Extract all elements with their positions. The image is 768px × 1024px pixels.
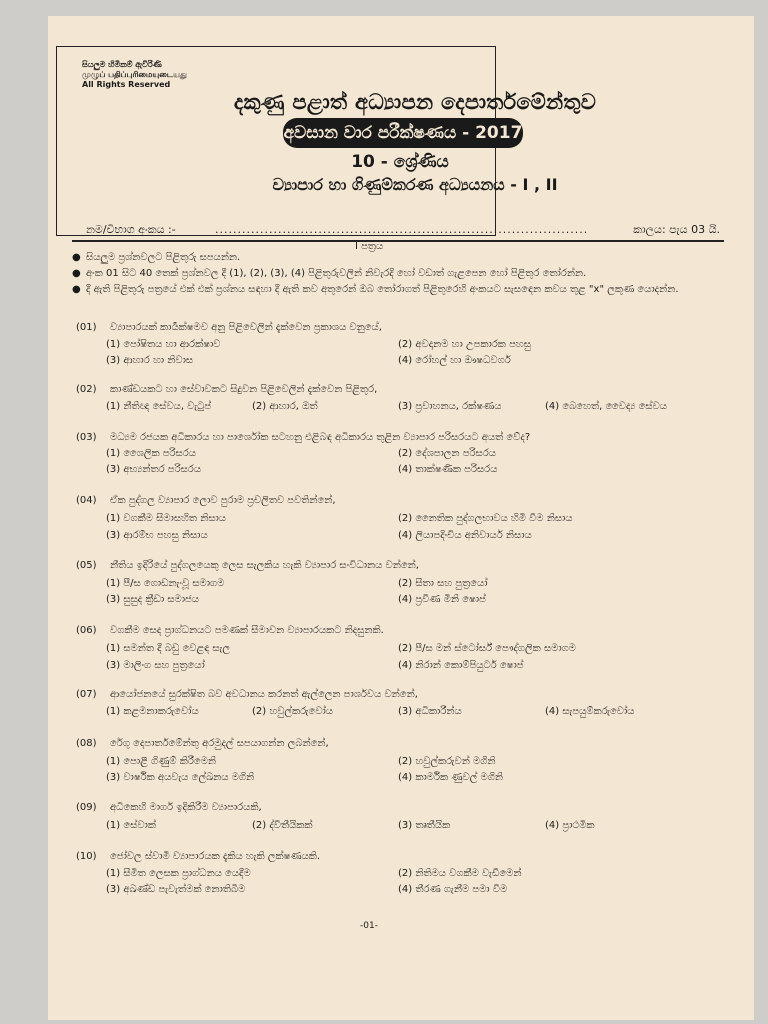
- name-label: නම/විභාග අංකය :-: [86, 223, 176, 236]
- question-text: රේගු දෙපාර්තමේන්තු අරමුදල් සපයාගන්න ලබන්නේ,: [110, 738, 329, 749]
- option-4: (4) ලියාපදිංචිය අනිවාර්ය නිසාය: [398, 530, 532, 541]
- option-1: (1) සීමිත ලෙසක ප්‍රාග්ධනය යෙදීම: [106, 868, 251, 879]
- option-3: (3) තෘතීයික: [398, 820, 451, 831]
- question-text: ඒක පුද්ගල ව්‍යාපාර ලොව පුරාම ප්‍රචලිතව පවතින්නේ,: [110, 495, 336, 506]
- option-4: (4) රෝහල් හා ඖෂධවර්ග: [398, 355, 511, 366]
- option-3: (3) ආරම්භ පහසු නිසාය: [106, 530, 208, 541]
- option-1: (1) ශෛලික පරිසරය: [106, 448, 196, 459]
- question-text: මධ්‍යම රජයක අධිකාරය හා පාර්ශෝක සටහනු එළිබඳ අධිකාරය තුළින ව්‍යාපාර පරිසරයට අයත් වේද?: [110, 432, 531, 443]
- part-label: I පත්‍රය: [355, 241, 384, 252]
- question-number: (01): [76, 322, 97, 333]
- option-1: (1) වගකීම සීමාසහිත නිසාය: [106, 513, 226, 524]
- instruction-item: [72, 283, 722, 297]
- question-text: ජෝවල ස්වාමී ව්‍යාපාරයක දැකිය හැකි ලක්ෂණයකි.: [110, 851, 321, 862]
- option-4: (4) තාක්ෂණික පරිසරය: [398, 464, 498, 475]
- option-4: (4) සැපයුම්කරුවෝය: [545, 706, 635, 717]
- option-2: (2) සීතා සහ පුත්‍රයෝ: [398, 578, 488, 589]
- question-number: (06): [76, 625, 97, 636]
- question-number: (02): [76, 384, 97, 395]
- option-1: (1) සමන්ත දී බඩු වෙළඳ සැල: [106, 643, 231, 654]
- option-1: (1) පී/ස ගොඩනැංවූ සමාගම: [106, 578, 225, 589]
- question-number: (09): [76, 802, 97, 813]
- question-number: (05): [76, 560, 97, 571]
- instruction-text: සියලුම ප්‍රශ්නවලට පිළිතුරු සපයන්න.: [86, 252, 241, 263]
- time-allowed: කාලය: පැය 03 යි.: [633, 223, 720, 236]
- question-number: (04): [76, 495, 97, 506]
- header-divider: [72, 240, 724, 242]
- instruction-text: අංක 01 සිට 40 තෙක් ප්‍රශ්නවල දී (1), (2), (3), (4) පිළිතුරුවලින් නිවැරදි හෝ වඩාත් ගැළපෙන හෝ පිළිතුර තෝරන්න.: [86, 268, 587, 279]
- question-4: [76, 495, 726, 506]
- question-text: ව්‍යාපාරයක් කාර්‍යක්ෂමව අනු පිළිවෙලින් දැක්වෙන ප්‍රකාශය වනුයේ,: [110, 322, 382, 333]
- option-2: (2) අවදානම හා උපකාරක පහසු: [398, 339, 531, 350]
- question-3: [76, 432, 726, 443]
- option-2: (2) පී/ස මන් ස්ටෝර්ස් පෞද්ගලික සමාගම: [398, 643, 576, 654]
- option-4: (4) තීරණ ගැනීම පමා වීම: [398, 884, 508, 895]
- instruction-item: [72, 252, 722, 263]
- option-3: (3) අඛණ්ඩ පැවැත්මක් නොතිබීම: [106, 884, 246, 895]
- question-5: [76, 560, 726, 571]
- option-2: (2) හවුල්කරුවෝය: [252, 706, 333, 717]
- option-1: (1) නීතිඥ සේවය, වැටුප්: [106, 401, 212, 412]
- option-3: (3) ප්‍රවාහනය, රක්ෂණය: [398, 401, 502, 412]
- option-1: (1) කළමනාකරුවෝය: [106, 706, 199, 717]
- question-2: [76, 384, 726, 395]
- question-text: වගකීම සෙද ප්‍රාග්ධනයට පමණක් සීමාවන ව්‍යාපාරයකට නිදසුනකි.: [110, 625, 384, 636]
- copyright-line-english: All Rights Reserved: [82, 80, 171, 89]
- question-number: (10): [76, 851, 97, 862]
- bullet-icon: ●: [72, 252, 81, 263]
- option-1: (1) සේවාක්: [106, 820, 156, 831]
- option-3: (3) අභ්‍යන්තර පරිසරය: [106, 464, 202, 475]
- instruction-text: දී ඇති පිළිතුරු පත්‍රයේ එක් එක් ප්‍රශ්නය සඳහා දී ඇති කව අතුරෙන් ඔබ තෝරාගත් පිළිතුරෙහි අංකයට සැසඳෙන කවය තුළ "x" ලකුණ යොදන්න.: [86, 284, 679, 295]
- option-2: (2) ආහාර, ඔත්: [252, 401, 318, 412]
- question-6: [76, 625, 726, 636]
- page-number: -01-: [360, 921, 378, 931]
- option-3: (3) අධිකාරීන්ය: [398, 706, 462, 717]
- option-2: (2) හවුල්කරුවන් මගිනි: [398, 756, 496, 767]
- option-2: (2) නිතිමය වගකීම වැඩීමෙන්: [398, 868, 522, 879]
- bullet-icon: ●: [72, 268, 81, 279]
- name-field: ...................................................................................: [215, 223, 589, 236]
- question-number: (03): [76, 432, 97, 443]
- question-1: [76, 322, 726, 333]
- question-text: කාණ්ඩයකට හා සේවාවකට සිදුවන පිළිවෙලින් දැක්වෙන පිළිතුර,: [110, 384, 378, 395]
- question-text: අධිකෙහි මාර්ග ඉදිකිරීම ව්‍යාපාරයකි,: [110, 802, 262, 813]
- option-3: (3) ආහාර හා නිවාස: [106, 355, 194, 366]
- instruction-item: [72, 268, 722, 279]
- copyright-line-tamil: முழுப் பதிப்புரிமையுடையது: [82, 70, 187, 79]
- option-2: (2) නෛතික පුද්ගලභාවය හිමි වීම නිසාය: [398, 513, 573, 524]
- question-7: [76, 689, 726, 700]
- grade-label: 10 - ශ්‍රේණිය: [351, 152, 449, 172]
- option-4: (4) නිරාන් කොම්පියුටර් ෂොප්: [398, 660, 524, 671]
- question-number: (08): [76, 738, 97, 749]
- question-text: නීතිය ඉදිරියේ පුද්ගලයෙකු ලෙස සැලකිය හැකි ව්‍යාපාර සංවිධානය වන්නේ,: [110, 560, 419, 571]
- copyright-notice: [82, 60, 192, 90]
- option-1: (1) පොළී ගිණුම් කිරීමෙනි: [106, 756, 217, 767]
- bullet-icon: ●: [72, 284, 81, 295]
- copyright-line-sinhala: සියලුම හිමිකම් ඇවිරිණි: [82, 60, 162, 69]
- department-title: දකුණු පළාත් අධ්‍යාපන දෙපාර්තමේන්තුව: [233, 90, 597, 114]
- subject-title: ව්‍යාපාර හා ගිණුම්කරණ අධ්‍යයනය - I , II: [272, 175, 558, 194]
- question-number: (07): [76, 689, 97, 700]
- question-text: ආයෝජනයේ සුරක්ෂිත බව අවධානය කරනත් ඇල්ලෙන පාර්ශවය වන්නේ,: [110, 689, 418, 700]
- option-4: (4) ප්‍රාථමික: [545, 820, 595, 831]
- option-2: (2) දේශපාලන පරිසරය: [398, 448, 496, 459]
- option-4: (4) කාර්මික ණුවල් මගිනි: [398, 772, 503, 783]
- option-3: (3) මාලිංග සහ පුත්‍රයෝ: [106, 660, 205, 671]
- option-4: (4) ප්‍රවීණ මිනි ෂොප්: [398, 594, 486, 605]
- option-1: (1) පෝෂිතය හා ආරක්ෂාව: [106, 339, 221, 350]
- option-4: (4) බෙහෙත්, වෛද්‍ය සේවය: [545, 401, 667, 412]
- option-2: (2) ද්විතීයිකක්: [252, 820, 313, 831]
- question-9: [76, 802, 726, 813]
- question-8: [76, 738, 726, 749]
- option-3: (3) සුසුද ක්‍රීඩා සමාජය: [106, 594, 199, 605]
- exam-title: අවසාන වාර පරීක්ෂණය - 2017: [283, 118, 523, 148]
- question-10: [76, 851, 726, 862]
- option-3: (3) වාර්ෂික අයවැය ලේඛනය මගිනි: [106, 772, 255, 783]
